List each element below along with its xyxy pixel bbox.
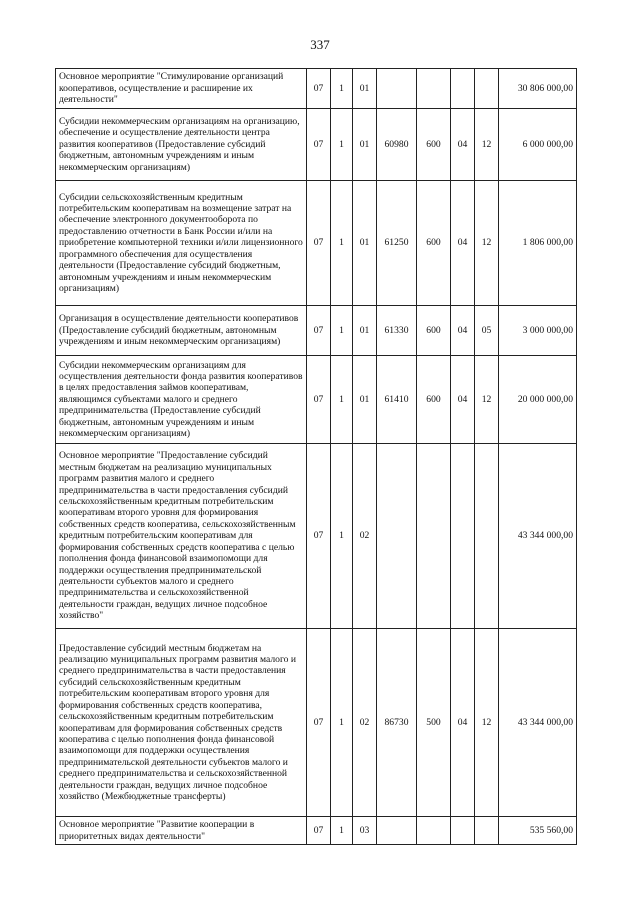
cell-subsection: 12 bbox=[475, 356, 499, 444]
cell-section: 04 bbox=[451, 306, 475, 356]
cell-subsection bbox=[475, 817, 499, 845]
cell-direction: 60980 bbox=[377, 109, 417, 181]
table-row bbox=[56, 306, 577, 356]
row-name: Субсидии сельскохозяйственным кредитным потребительским кооперативам на возмещение затрат на обеспечение электронного документооборота по предоставлению отчетности в Банк России и/или на приобретение компьютерной техники и/или лицензионного программного обеспечения для осуществления деятельности (Предоставление субсидий бюджетным, автономным учреждениям и иным некоммерческим организациям) bbox=[56, 181, 307, 306]
row-name: Субсидии некоммерческим организациям на организацию, обеспечение и осуществление деятельности центра развития кооперативов (Предоставление субсидий бюджетным, автономным учреждениям и иным некоммерческим организациям) bbox=[56, 109, 307, 181]
cell-subprogram: 1 bbox=[331, 109, 353, 181]
cell-section: 04 bbox=[451, 181, 475, 306]
cell-direction bbox=[377, 444, 417, 629]
cell-program: 07 bbox=[307, 817, 331, 845]
cell-main-activity: 02 bbox=[353, 444, 377, 629]
cell-direction bbox=[377, 69, 417, 109]
cell-expense-type: 500 bbox=[417, 629, 451, 817]
row-name: Организация в осуществление деятельности кооперативов (Предоставление субсидий бюджетным, автономным учреждениям и иным некоммерческим организациям) bbox=[56, 306, 307, 356]
cell-program: 07 bbox=[307, 306, 331, 356]
cell-amount: 6 000 000,00 bbox=[499, 109, 577, 181]
page-number: 337 bbox=[310, 37, 330, 52]
cell-amount: 43 344 000,00 bbox=[499, 629, 577, 817]
cell-subprogram: 1 bbox=[331, 629, 353, 817]
cell-section: 04 bbox=[451, 629, 475, 817]
cell-subprogram: 1 bbox=[331, 444, 353, 629]
cell-subsection bbox=[475, 69, 499, 109]
cell-subsection: 12 bbox=[475, 629, 499, 817]
cell-program: 07 bbox=[307, 356, 331, 444]
budget-table bbox=[55, 68, 577, 845]
cell-section bbox=[451, 69, 475, 109]
cell-amount: 535 560,00 bbox=[499, 817, 577, 845]
cell-subsection: 05 bbox=[475, 306, 499, 356]
cell-subprogram: 1 bbox=[331, 817, 353, 845]
cell-subsection: 12 bbox=[475, 181, 499, 306]
cell-amount: 3 000 000,00 bbox=[499, 306, 577, 356]
cell-expense-type bbox=[417, 69, 451, 109]
cell-main-activity: 02 bbox=[353, 629, 377, 817]
cell-direction: 86730 bbox=[377, 629, 417, 817]
cell-direction: 61410 bbox=[377, 356, 417, 444]
cell-section: 04 bbox=[451, 109, 475, 181]
table-row bbox=[56, 356, 577, 444]
cell-program: 07 bbox=[307, 629, 331, 817]
cell-expense-type: 600 bbox=[417, 181, 451, 306]
cell-program: 07 bbox=[307, 181, 331, 306]
cell-main-activity: 01 bbox=[353, 69, 377, 109]
row-name: Основное мероприятие "Предоставление субсидий местным бюджетам на реализацию муниципальных программ развития малого и среднего предпринимательства в части предоставления субсидий сельскохозяйственным кредитным потребительским кооперативам второго уровня для формирования собственных средств кооператива, сельскохозяйственным кредитным потребительским кооперативам для формирования собственных средств кооператива с целью пополнения фонда финансовой взаимопомощи для поддержки осуществления предпринимательской деятельности субъектов малого и среднего предпринимательства и сельскохозяйственной деятельности граждан, ведущих личное подсобное хозяйство" bbox=[56, 444, 307, 629]
cell-program: 07 bbox=[307, 69, 331, 109]
table-row bbox=[56, 444, 577, 629]
cell-main-activity: 03 bbox=[353, 817, 377, 845]
cell-section: 04 bbox=[451, 356, 475, 444]
table-row bbox=[56, 109, 577, 181]
cell-amount: 30 806 000,00 bbox=[499, 69, 577, 109]
row-name: Субсидии некоммерческим организациям для осуществления деятельности фонда развития кооперативов в целях предоставления займов кооперативам, являющимся субъектами малого и среднего предпринимательства (Предоставление субсидий бюджетным, автономным учреждениям и иным некоммерческим организациям) bbox=[56, 356, 307, 444]
cell-main-activity: 01 bbox=[353, 109, 377, 181]
cell-direction bbox=[377, 817, 417, 845]
cell-expense-type bbox=[417, 444, 451, 629]
cell-subsection: 12 bbox=[475, 109, 499, 181]
cell-program: 07 bbox=[307, 444, 331, 629]
cell-subprogram: 1 bbox=[331, 181, 353, 306]
table-row bbox=[56, 69, 577, 109]
table-row bbox=[56, 181, 577, 306]
cell-expense-type: 600 bbox=[417, 109, 451, 181]
cell-amount: 20 000 000,00 bbox=[499, 356, 577, 444]
row-name: Основное мероприятие "Стимулирование организаций кооперативов, осуществление и расширение их деятельности" bbox=[56, 69, 307, 109]
cell-direction: 61330 bbox=[377, 306, 417, 356]
cell-expense-type bbox=[417, 817, 451, 845]
row-name: Предоставление субсидий местным бюджетам на реализацию муниципальных программ развития малого и среднего предпринимательства в части предоставления субсидий сельскохозяйственным кредитным потребительским кооперативам второго уровня для формирования собственных средств кооператива, сельскохозяйственным кредитным потребительским кооперативам для формирования собственных средств кооператива с целью пополнения фонда финансовой взаимопомощи для поддержки осуществления предпринимательской деятельности субъектов малого и среднего предпринимательства и сельскохозяйственной деятельности граждан, ведущих личное подсобное хозяйство (Межбюджетные трансферты) bbox=[56, 629, 307, 817]
table-row bbox=[56, 817, 577, 845]
cell-amount: 1 806 000,00 bbox=[499, 181, 577, 306]
cell-subprogram: 1 bbox=[331, 356, 353, 444]
cell-section bbox=[451, 444, 475, 629]
cell-program: 07 bbox=[307, 109, 331, 181]
cell-amount: 43 344 000,00 bbox=[499, 444, 577, 629]
cell-section bbox=[451, 817, 475, 845]
cell-subsection bbox=[475, 444, 499, 629]
cell-subprogram: 1 bbox=[331, 306, 353, 356]
row-name: Основное мероприятие "Развитие кооперации в приоритетных видах деятельности" bbox=[56, 817, 307, 845]
table-row bbox=[56, 629, 577, 817]
cell-expense-type: 600 bbox=[417, 306, 451, 356]
cell-main-activity: 01 bbox=[353, 356, 377, 444]
cell-direction: 61250 bbox=[377, 181, 417, 306]
cell-main-activity: 01 bbox=[353, 306, 377, 356]
cell-main-activity: 01 bbox=[353, 181, 377, 306]
cell-expense-type: 600 bbox=[417, 356, 451, 444]
cell-subprogram: 1 bbox=[331, 69, 353, 109]
